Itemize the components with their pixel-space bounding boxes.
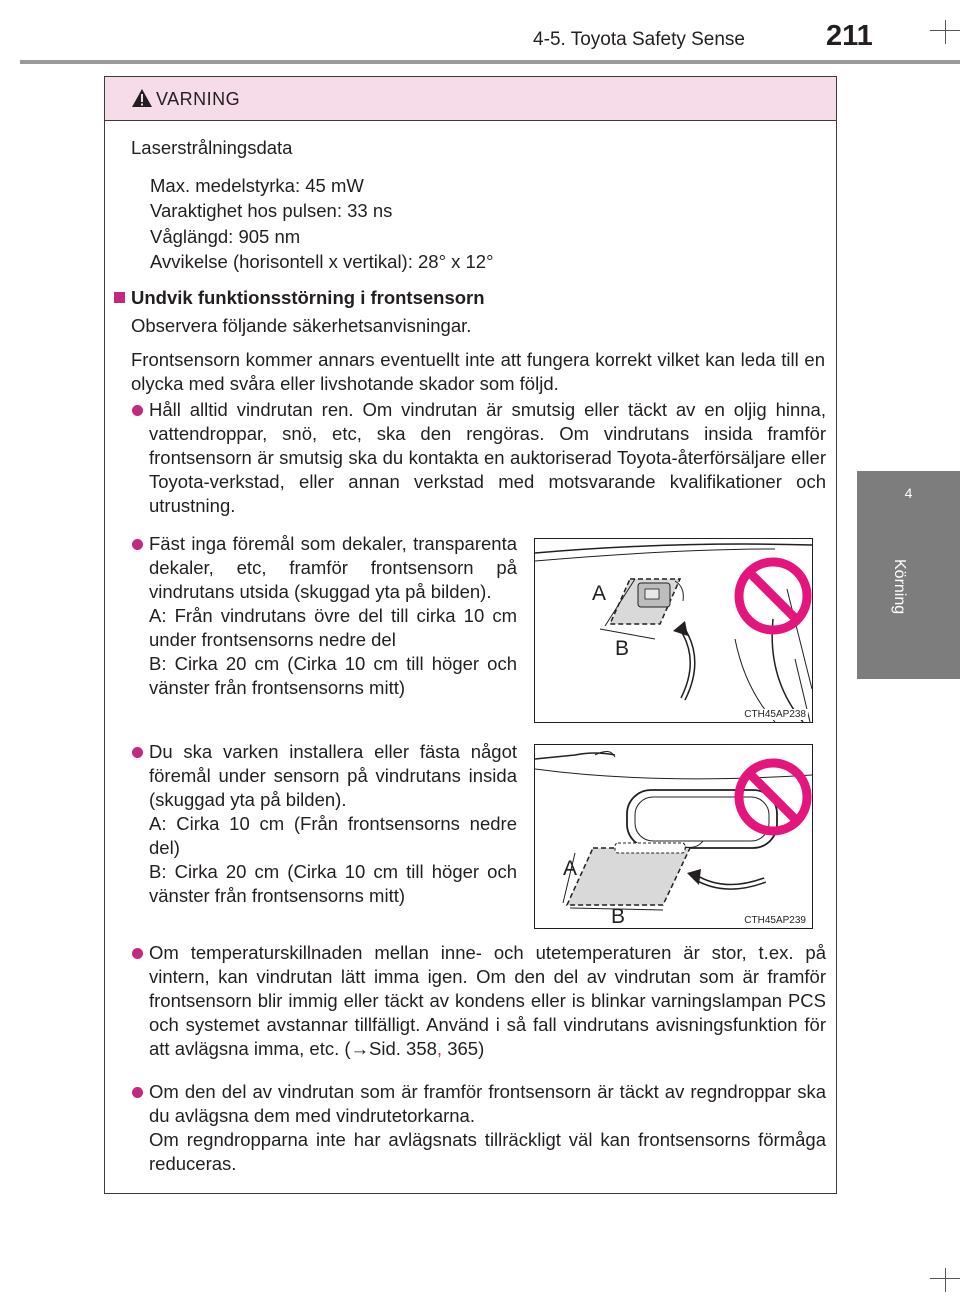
bullet-no-stickers-text: Fäst inga föremål som dekaler, transparenta dekaler, etc, framför frontsensorn på vindrutans utsida (skuggad yta på bilden). (149, 533, 517, 602)
bullet-dot-icon (132, 948, 143, 959)
figure-1-label-b: B (615, 637, 630, 660)
page-ref-separator: , (436, 1038, 443, 1059)
bullet-defrost-text: Om temperaturskillnaden mellan inne- och utetemperaturen är stor, t.ex. på vintern, kan vindrutan lätt imma igen. Om den del av vindrutan som är framför frontsensorn blir immig eller täckt av kondens eller is blinkar varningslampan PCS och systemet avstannar tillfälligt. Använd i så fall vindrutans avisningsfunktion för att avlägsna imma, etc. ( (149, 942, 826, 1059)
bullet-no-objects-a: A: Cirka 10 cm (Från frontsensorns nedre del) (149, 813, 517, 858)
chapter-side-tab (857, 471, 960, 679)
page-ref-link[interactable]: Sid. 358 (369, 1038, 437, 1059)
bullet-no-stickers-a: A: Från vindrutans övre del till cirka 10 cm under frontsensorns nedre del (149, 605, 517, 650)
chapter-label: Körning (891, 559, 908, 615)
bullet-raindrops (149, 1080, 826, 1176)
bullet-no-stickers-b: B: Cirka 20 cm (Cirka 10 cm till höger och vänster från frontsensorns mitt) (149, 653, 517, 698)
figure-windshield-inside (534, 744, 813, 929)
bullet-raindrops-text-2: Om regndropparna inte har avlägsnats tillräckligt väl kan frontsensorns förmåga reduceras. (149, 1129, 826, 1174)
page-ref-link-2[interactable]: 365) (442, 1038, 485, 1059)
page-header (0, 0, 960, 70)
bullet-dot-icon (132, 539, 143, 550)
bullet-clean-windshield: Håll alltid vindrutan ren. Om vindrutan är smutsig eller täckt av en oljig hinna, vattendroppar, snö, etc, ska den rengöras. Om vindrutans insida framför frontsensorn är smutsig ska du kontakta en auktoriserad Toyota-återförsäljare eller Toyota-verkstad, eller annan verkstad med motsvarande kvalifikationer och utrustning. (149, 399, 826, 516)
bullet-no-objects-b: B: Cirka 20 cm (Cirka 10 cm till höger och vänster från frontsensorns mitt) (149, 861, 517, 906)
chapter-number: 4 (904, 485, 913, 501)
laser-line-power: Max. medelstyrka: 45 mW (150, 175, 364, 196)
laser-line-wavelength: Våglängd: 905 nm (150, 226, 301, 247)
laser-line-divergence: Avvikelse (horisontell x vertikal): 28° x 12° (150, 251, 494, 272)
laser-line-pulse: Varaktighet hos pulsen: 33 ns (150, 200, 393, 221)
intro-paragraph-2: Frontsensorn kommer annars eventuellt inte att fungera korrekt vilket kan leda till en olycka med svåra eller livshotande skador som följd. (131, 349, 825, 394)
warning-label: VARNING (156, 89, 241, 109)
figure-2-code: CTH45AP239 (744, 915, 806, 926)
bullet-raindrops-text: Om den del av vindrutan som är framför frontsensorn är täckt av regndroppar ska du avlägsna dem med vindrutetorkarna. (149, 1081, 826, 1126)
page-number: 211 (826, 20, 873, 52)
bullet-dot-icon (132, 1087, 143, 1098)
figure-2-label-a: A (563, 857, 578, 880)
section-title: 4-5. Toyota Safety Sense (533, 29, 745, 50)
bullet-defrost (149, 941, 826, 1061)
laser-data-title: Laserstrålningsdata (131, 137, 293, 158)
figure-1-label-a: A (592, 582, 607, 605)
bullet-dot-icon (132, 405, 143, 416)
bullet-no-stickers (149, 532, 517, 700)
figure-windshield-outside (534, 538, 813, 723)
warning-header (105, 77, 836, 121)
bullet-no-objects-inside (149, 740, 517, 908)
intro-paragraph-1: Observera följande säkerhetsanvisningar. (131, 315, 472, 336)
section-heading: Undvik funktionsstörning i frontsensorn (131, 287, 485, 308)
bullet-dot-icon (132, 747, 143, 758)
ref-arrow-icon: → (350, 1038, 370, 1059)
windshield-inside-illustration (535, 745, 812, 928)
header-rule (20, 60, 960, 64)
figure-1-code: CTH45AP238 (744, 709, 806, 720)
warning-triangle-icon (131, 88, 153, 108)
bullet-no-objects-text: Du ska varken installera eller fästa något föremål under sensorn på vindrutans insida (skuggad yta på bilden). (149, 741, 517, 810)
windshield-outside-illustration (535, 539, 812, 722)
section-square-icon (114, 292, 125, 303)
figure-2-label-b: B (611, 905, 626, 928)
